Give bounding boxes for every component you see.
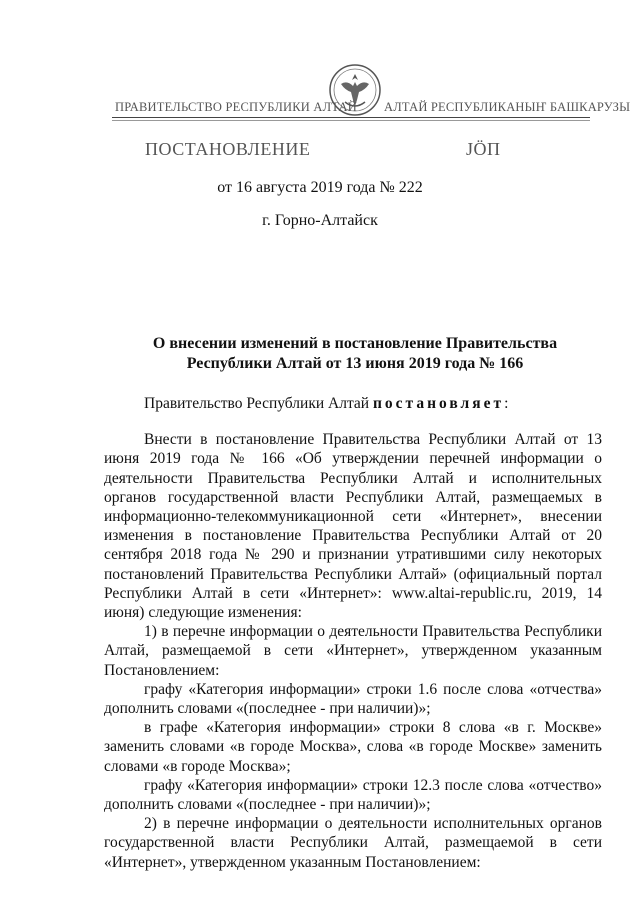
intro-prefix: Правительство Республики Алтай — [144, 395, 370, 412]
document-date-number: от 16 августа 2019 года № 222 — [217, 179, 423, 196]
document-body — [104, 394, 602, 872]
body-paragraph: 1) в перечне информации о деятельности Правительства Республики Алтай, размещаемой в сети «Интернет», утвержденном указанным Постановлением: — [104, 623, 602, 679]
intro-spaced-verb: постановляет — [372, 395, 505, 412]
header-rule — [112, 117, 590, 118]
body-paragraph: Внести в постановление Правительства Республики Алтай от 13 июня 2019 года № 166 «Об утверждении перечней информации о деятельности Правительства Республики Алтай и исполнительных органов государственной власти Республики Алтай, размещаемых в информационно-телекоммуникационной сети «Интернет», внесении изменения в постановление Правительства Республики Алтай от 20 сентября 2018 года № 290 и признании утратившими силу некоторых постановлений Правительства Республики Алтай» (официальный портал Республики Алтай в сети «Интернет»: www.altai-republic.ru, 2019, 14 июня) следующие изменения: — [104, 431, 602, 622]
doc-type-altai: ЈӦП — [466, 139, 501, 159]
body-paragraph: графу «Категория информации» строки 12.3 после слова «отчество» дополнить словами «(последнее - при наличии)»; — [104, 776, 602, 814]
body-paragraph: графу «Категория информации» строки 1.6 после слова «отчества» дополнить словами «(последнее - при наличии)»; — [104, 680, 602, 718]
intro-paragraph — [104, 394, 602, 413]
doc-type-russian: ПОСТАНОВЛЕНИЕ — [145, 139, 311, 159]
header-left-title: ПРАВИТЕЛЬСТВО РЕСПУБЛИКИ АЛТАЙ — [115, 100, 357, 114]
body-paragraph: 2) в перечне информации о деятельности исполнительных органов государственной власти Республики Алтай, размещаемой в сети «Интернет», утвержденном указанным Постановлением: — [104, 815, 602, 871]
intro-suffix: : — [504, 395, 509, 412]
document-title: О внесении изменений в постановление Правительства Республики Алтай от 13 июня 2019 года № 166 — [152, 335, 558, 372]
header-right-title: АЛТАЙ РЕСПУБЛИКАНЫҤ БАШКАРУЗЫ — [384, 100, 631, 114]
document-place: г. Горно-Алтайск — [262, 212, 378, 229]
header-rule-thin — [112, 120, 590, 121]
body-paragraph: в графе «Категория информации» строки 8 слова «в г. Москве» заменить словами «в городе Москва», слова «в городе Москве» заменить словами «в городе Москва»; — [104, 719, 602, 775]
